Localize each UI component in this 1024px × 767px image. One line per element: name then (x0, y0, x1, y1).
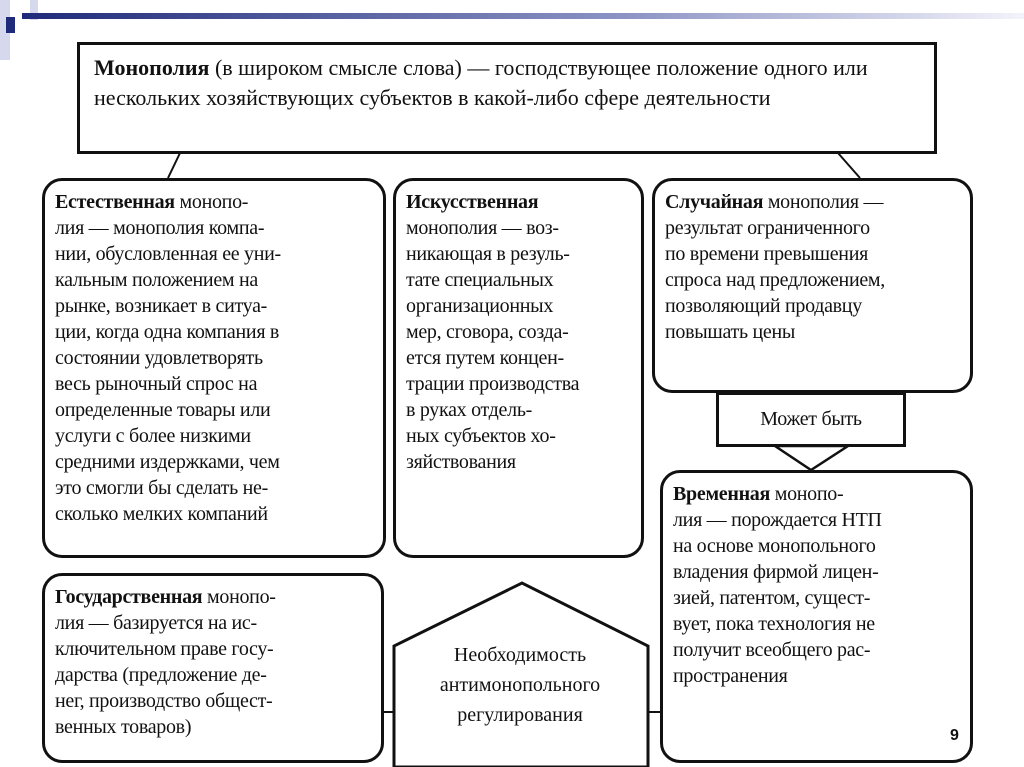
natural-term: Естественная (55, 191, 175, 213)
temporary-text: монопо- лия — порождается НТП на основе монопольного владения фирмой лицен- зией, патентом, сущест- вует, пока технология не получит всеобщего рас- пространения (673, 483, 882, 687)
random-monopoly-box (652, 178, 973, 393)
natural-monopoly-box (42, 178, 386, 558)
monopoly-definition-box (77, 42, 937, 154)
monopoly-definition: (в широком смысле слова) — господствующее положение одного или нескольких хозяйствующих субъектов в какой-либо сфере деятельности (94, 55, 868, 110)
natural-text: монопо- лия — монополия компа- нии, обусловленная ее уни- кальным положением на рынке, возникает в ситуа- ции, когда одна компания в состоянии удовлетворять весь рыночный спрос на определенные товары или услуги с более низкими средними издержками, чем это смогли бы сделать не- сколько мелких компаний (55, 191, 281, 525)
state-monopoly-box (42, 573, 384, 763)
monopoly-term: Монополия (94, 55, 210, 80)
regulation-label: Необходимость антимонопольного регулирования (439, 644, 601, 726)
artificial-text: монополия — воз- никающая в резуль- тате специальных организационных мер, сговора, созда- ется путем концен- трации производства в руках отдель- ных субъектов хо- зяйствования (406, 217, 580, 473)
artificial-term: Искусственная (406, 191, 539, 213)
may-be-box (716, 392, 906, 447)
temporary-monopoly-box (660, 470, 973, 763)
state-term: Государственная (55, 586, 203, 608)
page-number: 9 (950, 727, 959, 744)
artificial-monopoly-box (393, 178, 644, 558)
random-term: Случайная (665, 191, 764, 213)
temporary-term: Временная (673, 483, 771, 505)
connector-top-right (838, 153, 860, 178)
arrow-triangle (775, 446, 848, 470)
random-text: монополия — результат ограниченного по времени превышения спроса над предложением, позволяющий продавцу повышать цены (665, 191, 885, 343)
state-text: монопо- лия — базируется на ис- ключительном праве госу- дарства (предложение де- нег, производство общест- венных товаров) (55, 586, 276, 738)
may-be-label: Может быть (760, 408, 862, 430)
connector-top-left (168, 153, 180, 178)
